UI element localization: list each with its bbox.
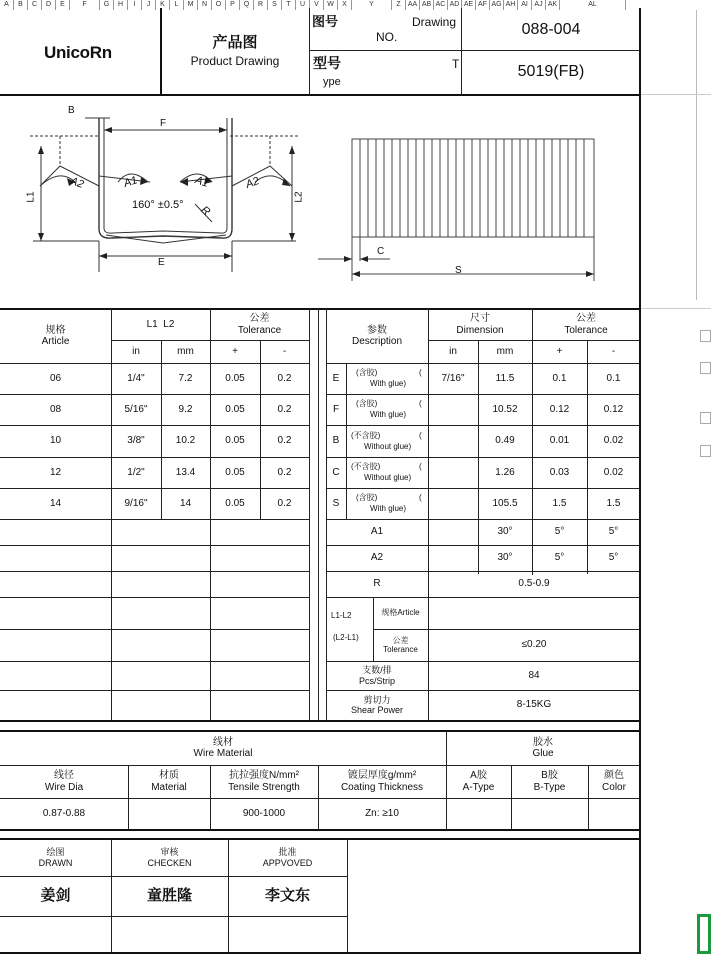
column-header[interactable]: I [128, 0, 142, 10]
company-logo: UnicoRn [44, 43, 112, 62]
description-header-cn: 参数 [367, 324, 387, 336]
approved-en: APPVOVED [262, 857, 313, 868]
shear-value: 8-15KG [516, 699, 552, 711]
l1l2-article-label: 规格Article [381, 608, 420, 618]
spreadsheet-column-headers [0, 0, 711, 10]
plus-cell: 0.03 [549, 466, 570, 478]
column-header[interactable]: Q [240, 0, 254, 10]
plus-cell: 0.05 [225, 403, 245, 415]
description-header-en: Description [351, 336, 403, 347]
a-type-header [446, 765, 511, 798]
drawn-name: 姜剑 [40, 887, 71, 905]
wire-material-header [0, 731, 446, 765]
a2-minus: 5° [608, 552, 619, 564]
pcs-value: 84 [528, 669, 540, 681]
column-header[interactable]: F [70, 0, 100, 10]
right-tol-plus: + [556, 345, 563, 357]
tensile-en: Tensile Strength [228, 781, 300, 793]
dimension-header [428, 309, 532, 340]
a1-minus: 5° [608, 526, 619, 538]
b-type-en: B-Type [533, 781, 566, 793]
type-label-cn: 型号 [313, 55, 341, 71]
mm-cell: 0.49 [495, 435, 515, 447]
note-en: With glue) [370, 504, 407, 513]
r-label: R [373, 578, 381, 590]
article-cell: 06 [49, 372, 62, 384]
mm-cell: 7.2 [178, 372, 193, 384]
minus-cell: 0.02 [603, 435, 624, 447]
dim-label-a2-right: A2 [244, 175, 261, 191]
in-cell [428, 457, 478, 488]
article-header-en: Article [41, 336, 70, 347]
drawn-cn: 绘图 [46, 847, 65, 858]
wire-material-en: Wire Material [193, 748, 253, 759]
column-header[interactable]: V [310, 0, 324, 10]
column-header[interactable]: W [324, 0, 338, 10]
plus-cell: 0.05 [225, 435, 245, 447]
coating-cn: 镀层厚度g/mm² [347, 770, 417, 781]
shear-label-en: Shear Power [350, 705, 404, 715]
dim-label-angle: 160° ±0.5° [132, 199, 184, 211]
article-cell: 14 [49, 497, 62, 509]
wire-dia-cn: 线径 [54, 770, 74, 781]
symbol-cell: B [332, 435, 340, 447]
note-paren: ( [419, 462, 422, 471]
column-header[interactable]: AF [476, 0, 490, 10]
checked-cn: 审核 [160, 847, 179, 858]
column-header[interactable]: X [338, 0, 352, 10]
dim-label-e: E [158, 257, 165, 268]
l1l2-label: L1-L2 [331, 611, 352, 620]
mm-cell: 10.52 [492, 403, 518, 415]
material-en: Material [151, 781, 187, 793]
minus-cell: 0.2 [277, 435, 292, 447]
wire-dia-header [0, 765, 128, 798]
l2l1-label: (L2-L1) [333, 633, 359, 642]
column-header[interactable]: AG [490, 0, 504, 10]
in-cell [428, 394, 478, 425]
mm-cell: 11.5 [495, 372, 515, 384]
dim-label-s: S [455, 265, 462, 276]
b-type-header [511, 765, 588, 798]
material-header [128, 765, 210, 798]
note-paren: ( [419, 399, 422, 408]
column-header[interactable]: C [28, 0, 42, 10]
column-header[interactable]: T [282, 0, 296, 10]
note-en: With glue) [370, 410, 407, 419]
dim-label-b: B [68, 105, 75, 116]
plus-cell: 0.05 [225, 372, 245, 384]
title-cn: 产品图 [212, 34, 258, 51]
dim-label-f: F [160, 118, 167, 129]
checked-header [111, 839, 228, 876]
approved-name: 李文东 [264, 887, 310, 905]
description-header [326, 309, 428, 363]
coating-value: Zn: ≥10 [365, 807, 399, 819]
tolerance-header-cn: 公差 [249, 313, 270, 324]
drawing-no-label-cn: 图号 [312, 14, 339, 29]
r-value: 0.5-0.9 [518, 578, 550, 590]
article-header-cn: 规格 [45, 324, 66, 336]
right-tolerance-header [532, 309, 640, 340]
tol-plus: + [232, 345, 238, 357]
mm-cell: 105.5 [492, 497, 518, 509]
plus-cell: 0.12 [549, 403, 570, 415]
a1-label: A1 [370, 526, 384, 538]
dim-label-a1-right: A1 [193, 174, 211, 190]
column-header[interactable]: L [170, 0, 184, 10]
a-type-cn: A胶 [470, 770, 487, 781]
article-header [0, 309, 111, 363]
right-unit-in: in [449, 345, 457, 357]
l1l2-tol-cn: 公差 [392, 635, 409, 645]
color-en: Color [602, 781, 626, 793]
note-cn: (含胶) [356, 399, 378, 408]
column-header[interactable]: Y [352, 0, 392, 10]
in-cell: 7/16" [441, 372, 465, 384]
material-cn: 材质 [159, 770, 179, 781]
a2-label: A2 [370, 552, 384, 564]
wire-material-cn: 线材 [213, 736, 233, 748]
column-header[interactable]: H [114, 0, 128, 10]
column-header[interactable]: AA [406, 0, 420, 10]
mm-cell: 14 [179, 497, 192, 509]
note-paren: ( [419, 368, 422, 377]
l1l2-tolerance-label [373, 629, 428, 661]
note-en: Without glue) [364, 442, 412, 451]
symbol-cell: F [332, 403, 340, 415]
drawn-en: DRAWN [38, 857, 73, 868]
note-cn: (不含胶) [351, 431, 381, 440]
minus-cell: 0.1 [606, 372, 621, 384]
note-cn: (含胶) [356, 368, 378, 377]
dimension-header-cn: 尺寸 [470, 313, 490, 324]
in-cell: 9/16" [124, 497, 148, 509]
selected-cell-indicator[interactable] [697, 914, 711, 954]
glue-en: Glue [532, 748, 554, 759]
mm-cell: 9.2 [178, 403, 193, 415]
tensile-cn: 抗拉强度N/mm² [229, 770, 299, 781]
unit-mm: mm [177, 345, 194, 357]
in-cell: 5/16" [124, 403, 148, 415]
column-header[interactable]: E [56, 0, 70, 10]
pcs-label-en: Pcs/Strip [358, 675, 395, 686]
color-cn: 颜色 [604, 770, 624, 781]
tensile-value: 900-1000 [242, 807, 286, 819]
wire-dia-value: 0.87-0.88 [42, 807, 86, 819]
tensile-header [210, 765, 318, 798]
coating-en: Coating Thickness [340, 781, 424, 793]
tolerance-header [210, 309, 309, 340]
unit-in: in [132, 345, 140, 357]
column-header[interactable]: Z [392, 0, 406, 10]
glue-header [446, 731, 640, 765]
type-label-en-t: T [452, 57, 460, 71]
column-header[interactable]: M [184, 0, 198, 10]
type-label-en: ype [323, 76, 341, 88]
a-type-en: A-Type [462, 781, 495, 793]
column-header[interactable]: S [268, 0, 282, 10]
column-header[interactable]: D [42, 0, 56, 10]
symbol-cell: C [332, 466, 340, 478]
column-header[interactable]: K [156, 0, 170, 10]
b-type-cn: B胶 [541, 770, 558, 781]
column-header[interactable]: AI [518, 0, 532, 10]
staple-strip-side-view [310, 96, 640, 308]
drawing-number: 088-004 [521, 21, 581, 38]
drawing-no-label-en-2: NO. [376, 30, 398, 44]
l1l2-tolerance-value: ≤0.20 [521, 639, 547, 651]
plus-cell: 0.05 [225, 466, 245, 478]
checked-en: CHECKEN [147, 857, 192, 868]
checked-name: 童胜隆 [146, 887, 192, 905]
column-header[interactable]: AD [448, 0, 462, 10]
note-paren: ( [419, 493, 422, 502]
l1-l2-header: L1 L2 [146, 318, 175, 330]
note-en: With glue) [370, 379, 407, 388]
approved-cn: 批准 [278, 847, 297, 858]
plus-cell: 0.1 [552, 372, 567, 384]
right-tolerance-header-en: Tolerance [564, 324, 608, 336]
note-cn: (含胶) [356, 493, 378, 502]
column-header[interactable]: P [226, 0, 240, 10]
dim-label-c: C [377, 246, 385, 257]
column-header[interactable]: AH [504, 0, 518, 10]
right-unit-mm: mm [496, 345, 514, 357]
article-cell: 10 [49, 435, 62, 447]
shear-label [326, 690, 428, 720]
in-cell: 1/2" [127, 466, 145, 478]
a1-plus: 5° [554, 526, 565, 538]
a2-plus: 5° [554, 552, 565, 564]
dim-label-a2-left: A2 [68, 175, 86, 191]
note-paren: ( [419, 431, 422, 440]
in-cell: 3/8" [127, 435, 145, 447]
tol-minus: - [282, 345, 287, 357]
dim-label-l1: L1 [25, 191, 37, 203]
approved-header [228, 839, 347, 876]
column-header[interactable]: N [198, 0, 212, 10]
minus-cell: 1.5 [606, 497, 621, 509]
in-cell: 1/4" [127, 372, 145, 384]
right-tol-minus: - [611, 345, 616, 357]
symbol-cell: E [332, 372, 340, 384]
column-header[interactable]: AJ [532, 0, 546, 10]
column-header[interactable]: O [212, 0, 226, 10]
note-cn: (不含胶) [351, 462, 381, 471]
l1l2-tol-en: Tolerance [383, 645, 418, 654]
in-cell [428, 425, 478, 457]
plus-cell: 1.5 [552, 497, 567, 509]
minus-cell: 0.2 [277, 466, 292, 478]
column-header[interactable]: G [100, 0, 114, 10]
a1-value: 30° [497, 526, 513, 538]
pcs-label [326, 661, 428, 690]
wire-dia-en: Wire Dia [44, 781, 84, 793]
title-en: Product Drawing [190, 54, 280, 68]
plus-cell: 0.05 [225, 497, 245, 509]
plus-cell: 0.01 [549, 435, 570, 447]
symbol-cell: S [332, 497, 340, 509]
mm-cell: 10.2 [175, 435, 196, 447]
column-header[interactable]: R [254, 0, 268, 10]
in-cell [428, 488, 478, 519]
dimension-header-en: Dimension [456, 324, 504, 336]
minus-cell: 0.12 [603, 403, 624, 415]
minus-cell: 0.2 [277, 497, 292, 509]
column-header[interactable]: J [142, 0, 156, 10]
mm-cell: 13.4 [175, 466, 196, 478]
column-header[interactable]: AC [434, 0, 448, 10]
color-header [588, 765, 640, 798]
column-header[interactable]: U [296, 0, 310, 10]
a2-value: 30° [497, 552, 513, 564]
dim-label-r: R [198, 203, 213, 219]
minus-cell: 0.2 [277, 403, 292, 415]
note-en: Without glue) [364, 473, 412, 482]
minus-cell: 0.02 [603, 466, 624, 478]
dim-label-a1-left: A1 [122, 174, 139, 190]
column-header[interactable]: A [0, 0, 14, 10]
pcs-label-cn: 支数/排 [362, 665, 392, 676]
column-header[interactable]: AE [462, 0, 476, 10]
type-value: 5019(FB) [517, 63, 585, 80]
material-value [128, 798, 210, 829]
dim-label-l2: L2 [293, 191, 305, 203]
shear-label-cn: 剪切力 [363, 694, 391, 705]
glue-cn: 胶水 [533, 736, 553, 748]
drawing-no-label-en: Drawing [412, 15, 457, 29]
article-cell: 08 [49, 403, 62, 415]
drawn-header [0, 839, 111, 876]
minus-cell: 0.2 [277, 372, 292, 384]
column-header[interactable]: AL [560, 0, 626, 10]
strip-wires [360, 139, 584, 237]
mm-cell: 1.26 [495, 466, 515, 478]
tolerance-header-en: Tolerance [237, 324, 282, 336]
article-cell: 12 [49, 466, 62, 478]
coating-header [318, 765, 446, 798]
column-header[interactable]: B [14, 0, 28, 10]
column-header[interactable]: AB [420, 0, 434, 10]
column-header[interactable]: AK [546, 0, 560, 10]
right-tolerance-header-cn: 公差 [576, 313, 596, 324]
